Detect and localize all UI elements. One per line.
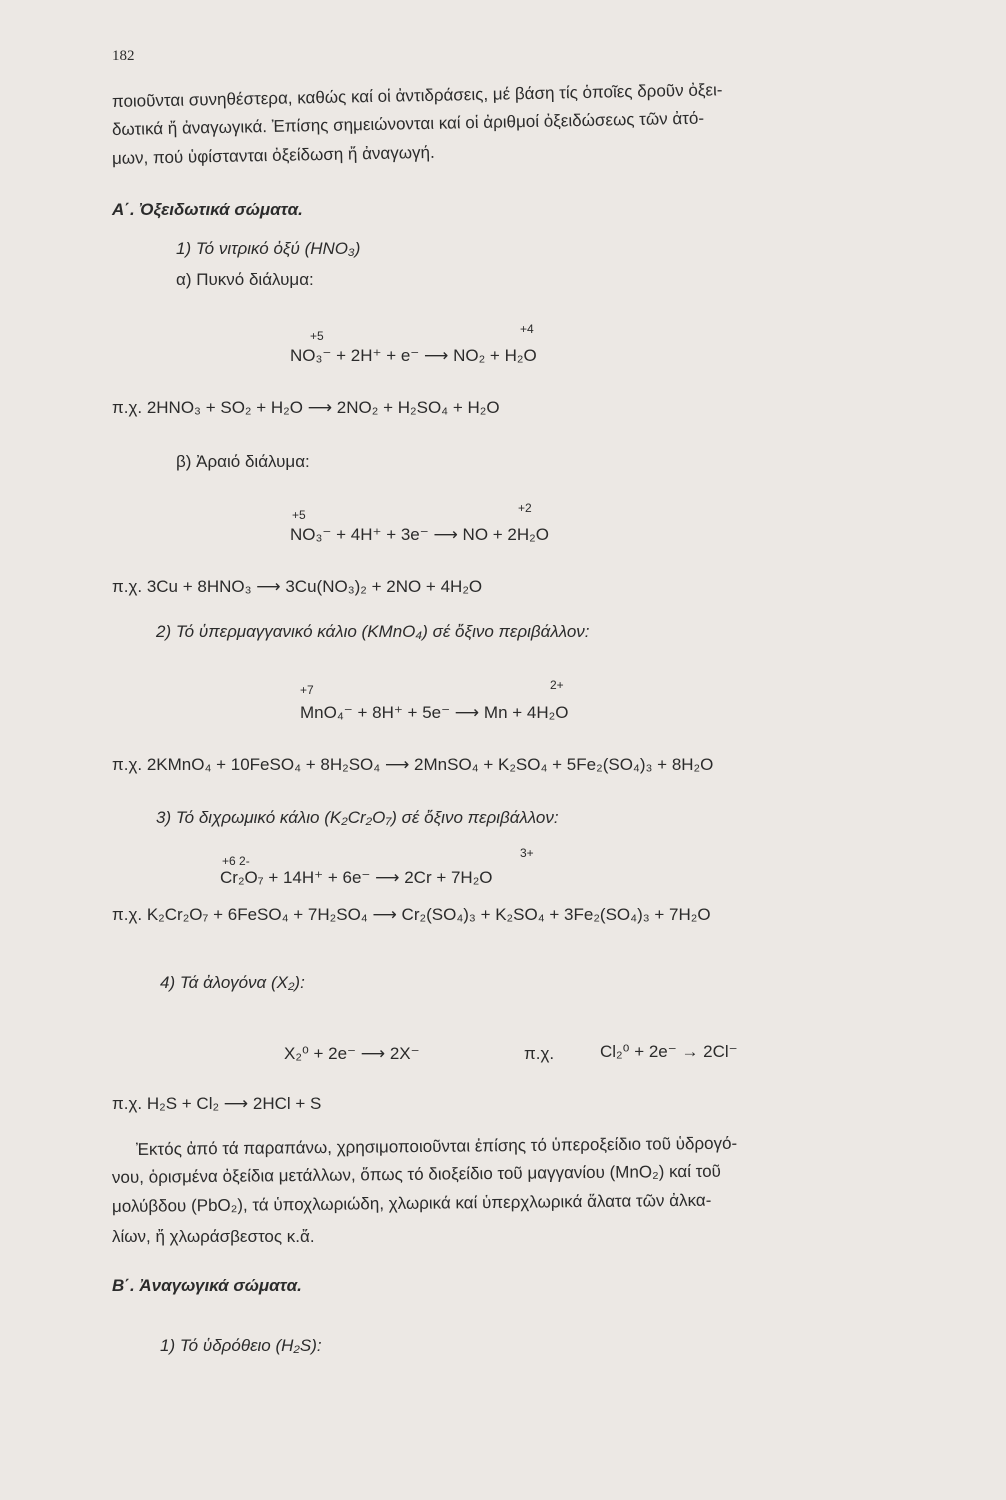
conc-label: α) Πυκνό διάλυμα: [176, 270, 314, 289]
dil-example: π.χ. 3Cu + 8HNO₃ ⟶ 3Cu(NO₃)₂ + 2NO + 4H₂O [112, 577, 483, 596]
k2cr2o7-ox-cr: +6 2- [222, 854, 250, 868]
halogen-example: π.χ. H₂S + Cl₂ ⟶ 2HCl + S [112, 1094, 322, 1113]
kmno4-ox-mn: +7 [300, 683, 314, 697]
paragraph2-line-1: Ἐκτός ἀπό τά παραπάνω, χρησιμοποιοῦνται ἐπίσης τό ὑπεροξείδιο τοῦ ὑδρογό- [135, 1133, 738, 1159]
page-number: 182 [112, 48, 135, 64]
k2cr2o7-half-reaction: Cr₂O₇ + 14H⁺ + 6e⁻ ⟶ 2Cr + 7H₂O [220, 868, 493, 887]
conc-ox-n: +5 [310, 329, 324, 343]
intro-line-1: ποιοῦνται συνηθέστερα, καθώς καί οἱ ἀντιδράσεις, μέ βάση τίς ὁποῖες δροῦν ὀξει- [111, 80, 723, 111]
section-a-heading: Α΄. Ὀξειδωτικά σώματα. [112, 200, 303, 219]
dil-ox-n: +5 [292, 508, 306, 522]
dil-label: β) Ἀραιό διάλυμα: [176, 452, 310, 471]
halogen-half-reaction: X₂⁰ + 2e⁻ ⟶ 2X⁻ [284, 1044, 420, 1063]
conc-example: π.χ. 2HNO₃ + SO₂ + H₂O ⟶ 2NO₂ + H₂SO₄ + H₂O [112, 398, 500, 417]
kmno4-heading: 2) Τό ὑπερμαγγανικό κάλιο (KMnO₄) σέ ὄξινο περιβάλλον: [156, 622, 590, 641]
k2cr2o7-heading: 3) Τό διχρωμικό κάλιο (K₂Cr₂O₇) σέ ὄξινο περιβάλλον: [156, 808, 559, 827]
paragraph2-line-4: λίων, ἤ χλωράσβεστος κ.ἄ. [112, 1227, 315, 1246]
conc-ox-no2: +4 [520, 322, 534, 336]
dil-ox-no: +2 [518, 501, 532, 515]
hno3-heading: 1) Τό νιτρικό ὀξύ (HNO₃) [176, 239, 361, 258]
halogen-half-cl: Cl₂⁰ + 2e⁻ → 2Cl⁻ [600, 1042, 738, 1061]
dil-half-reaction: NO₃⁻ + 4H⁺ + 3e⁻ ⟶ NO + 2H₂O [290, 525, 549, 544]
halogen-heading: 4) Τά ἀλογόνα (X₂): [160, 973, 305, 992]
paragraph2-line-3: μολύβδου (PbO₂), τά ὑποχλωριώδη, χλωρικά καί ὑπερχλωρικά ἅλατα τῶν ἀλκα- [111, 1190, 712, 1216]
k2cr2o7-example: π.χ. K₂Cr₂O₇ + 6FeSO₄ + 7H₂SO₄ ⟶ Cr₂(SO₄)₃ + K₂SO₄ + 3Fe₂(SO₄)₃ + 7H₂O [112, 905, 711, 924]
kmno4-ox-mn2: 2+ [550, 678, 564, 692]
halogen-eg-prefix: π.χ. [524, 1044, 555, 1063]
kmno4-example: π.χ. 2KMnO₄ + 10FeSO₄ + 8H₂SO₄ ⟶ 2MnSO₄ + K₂SO₄ + 5Fe₂(SO₄)₃ + 8H₂O [112, 755, 714, 774]
section-b-heading: Β΄. Ἀναγωγικά σώματα. [112, 1276, 302, 1295]
paragraph2-line-2: νου, ὁρισμένα ὀξείδια μετάλλων, ὅπως τό διοξείδιο τοῦ μαγγανίου (MnO₂) καί τοῦ [111, 1161, 722, 1187]
intro-line-2: δωτικά ἤ ἀναγωγικά. Ἐπίσης σημειώνονται καί οἱ ἀριθμοί ὀξειδώσεως τῶν ἀτό- [111, 108, 705, 139]
h2s-heading: 1) Τό ὑδρόθειο (H₂S): [160, 1336, 322, 1355]
k2cr2o7-ox-cr3: 3+ [520, 846, 534, 860]
intro-line-3: μων, πού ὑφίστανται ὀξείδωση ἤ ἀναγωγή. [111, 142, 435, 168]
conc-half-reaction: NO₃⁻ + 2H⁺ + e⁻ ⟶ NO₂ + H₂O [290, 346, 537, 365]
kmno4-half-reaction: MnO₄⁻ + 8H⁺ + 5e⁻ ⟶ Mn + 4H₂O [300, 703, 569, 722]
